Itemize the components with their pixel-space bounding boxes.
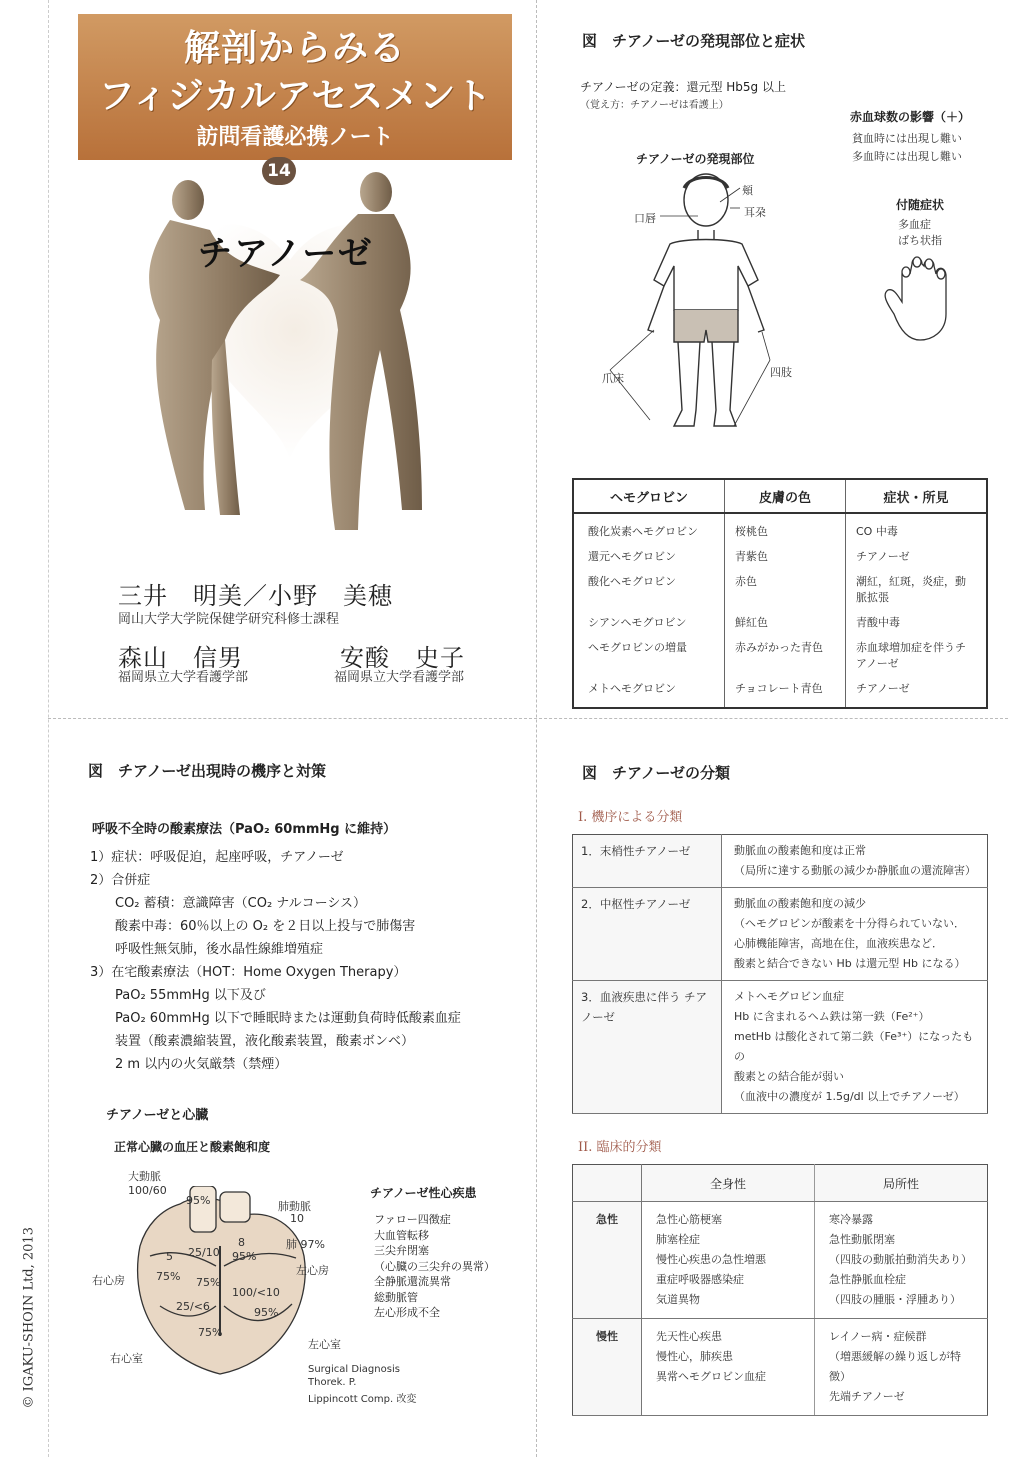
list-item: 2）合併症 — [90, 873, 151, 888]
mechanism-classification-title: I. 機序による分類 — [578, 810, 683, 825]
table-row — [573, 676, 987, 708]
class-key: 3．血液疾患に伴う チアノーゼ — [573, 981, 722, 1114]
list-item: 3）在宅酸素療法（HOT：Home Oxygen Therapy） — [90, 965, 407, 980]
body-neck — [698, 230, 714, 240]
clinical-classification-title: II. 臨床的分類 — [578, 1140, 662, 1155]
list-item: （増悪緩解の繰り返しが特徴） — [829, 1350, 961, 1383]
list-item: 肺塞栓症 — [656, 1233, 700, 1246]
rbc-effect-line1: 貧血時には出現し難い — [852, 132, 962, 145]
left-cut-line — [48, 0, 49, 1457]
rbc-effect-line2: 多血時には出現し難い — [852, 150, 962, 163]
pulmonary-vessel — [220, 1192, 250, 1222]
list-item: 2 m 以内の火気厳禁（禁煙） — [115, 1057, 288, 1072]
hb-header-findings: 症状・所見 — [846, 479, 988, 513]
source-line3: Lippincott Comp. 改変 — [308, 1394, 417, 1405]
hb-cell: チアノーゼ — [846, 676, 988, 708]
clin-header-blank — [573, 1165, 642, 1202]
horizontal-fold-line — [48, 718, 1008, 719]
hb-cell: 赤色 — [725, 569, 846, 610]
list-item: 急性心筋梗塞 — [656, 1213, 722, 1226]
hb-cell: 潮紅，紅斑，炎症，動脈拡張 — [846, 569, 988, 610]
assoc-polycythemia: 多血症 — [898, 218, 931, 231]
table-row — [573, 888, 988, 981]
label-aorta-sat: 95% — [186, 1194, 211, 1207]
clin-systemic — [642, 1319, 815, 1416]
mechanism-list — [90, 846, 461, 1076]
la-saturation: 95% — [232, 1250, 257, 1263]
rv-pressure: 25/<6 — [176, 1300, 210, 1313]
list-item: 1）症状：呼吸促迫，起座呼吸，チアノーゼ — [90, 850, 344, 865]
right-figure-head — [360, 172, 392, 212]
class-line: 酸素と結合できない Hb は還元型 Hb になる） — [734, 957, 966, 970]
site-title: 図 チアノーゼの発現部位と症状 — [582, 32, 806, 50]
table-row — [573, 981, 988, 1114]
label-pulmonary-artery: 肺動脈 — [278, 1200, 311, 1213]
copyright-text: © IGAKU-SHOIN Ltd, 2013 — [21, 1227, 37, 1409]
class-line: 動脈血の酸素飽和度の減少 — [734, 897, 866, 910]
source-line2: Thorek. P. — [308, 1377, 357, 1388]
hb-cell: シアンヘモグロビン — [588, 616, 687, 629]
table-row — [573, 1202, 988, 1319]
affiliation-yasukata: 福岡県立大学看護学部 — [334, 670, 465, 685]
class-line: metHb は酸化されて第二鉄（Fe³⁺）になったもの — [734, 1030, 974, 1063]
clin-key-chronic: 慢性 — [573, 1319, 642, 1416]
class-line: （ヘモグロビンが酸素を十分得られていない． — [734, 917, 965, 930]
class-key: 1．末梢性チアノーゼ — [573, 835, 722, 888]
rbc-effect-title: 赤血球数の影響（＋） — [850, 110, 971, 124]
aorta-vessel — [190, 1186, 216, 1232]
list-item: （四肢の腫脹・浮腫あり） — [829, 1293, 961, 1306]
clin-table-header — [573, 1165, 988, 1202]
cyanotic-heart-disease-list — [374, 1212, 495, 1321]
definition-mnemonic: （覚え方：チアノーゼは看護上） — [580, 100, 729, 111]
body-shorts — [674, 310, 738, 342]
heart-subtitle: 正常心臓の血圧と酸素飽和度 — [114, 1140, 271, 1154]
author-yasukata: 安酸 史子 — [340, 644, 465, 672]
left-figure-head — [172, 180, 204, 220]
source-line1: Surgical Diagnosis — [308, 1364, 400, 1375]
clin-key-acute: 急性 — [573, 1202, 642, 1319]
oxygen-therapy-title: 呼吸不全時の酸素療法（PaO₂ 60mmHg に維持） — [92, 822, 397, 837]
lv-pressure: 100/<10 — [232, 1286, 280, 1299]
body-diagram — [590, 170, 800, 450]
body-shirt — [654, 240, 758, 311]
label-pulmonary-bp: 10 — [290, 1212, 304, 1225]
class-line: （血液中の濃度が 1.5g/dl 以上でチアノーゼ） — [734, 1090, 965, 1103]
clin-header-systemic: 全身性 — [642, 1165, 815, 1202]
hb-cell: 酸化ヘモグロビン — [588, 575, 676, 588]
list-item: 気道異物 — [656, 1293, 700, 1306]
hemoglobin-table — [572, 478, 988, 709]
cover-subtitle: 訪問看護必携ノート — [196, 125, 394, 150]
clinical-classification-table — [572, 1164, 988, 1416]
table-row — [573, 835, 988, 888]
authors-line1: 三井 明美／小野 美穂 — [118, 582, 393, 610]
copyright-notice — [14, 1186, 37, 1416]
class-line: 酸素との結合能が弱い — [734, 1070, 844, 1083]
hb-cell: 赤みがかった青色 — [725, 635, 846, 676]
author-moriyama: 森山 信男 — [118, 644, 243, 672]
list-item: 重症呼吸器感染症 — [656, 1273, 744, 1286]
hb-cell: 還元ヘモグロビン — [588, 550, 676, 563]
list-item: 大血管転移 — [374, 1228, 429, 1242]
hand-outline — [885, 258, 946, 340]
list-item: 慢性心，肺疾患 — [656, 1350, 733, 1363]
mechanism-title: 図 チアノーゼ出現時の機序と対策 — [88, 762, 327, 780]
class-values — [722, 888, 988, 981]
hb-cell: 鮮紅色 — [725, 610, 846, 635]
assoc-clubbing: ばち状指 — [898, 234, 942, 247]
hb-cell: 赤血球増加症を伴うチアノーゼ — [846, 635, 988, 676]
body-legs — [674, 342, 736, 426]
lv-saturation: 95% — [254, 1306, 279, 1319]
class-line: 動脈血の酸素飽和度は正常 — [734, 844, 866, 857]
list-item: 呼吸性無気肺，後水晶性線維増殖症 — [115, 942, 324, 957]
label-cheek: 頬 — [742, 184, 753, 197]
classification-title: 図 チアノーゼの分類 — [582, 764, 731, 782]
rv2-saturation: 75% — [198, 1326, 223, 1339]
hb-cell: チアノーゼ — [846, 544, 988, 569]
label-ear: 耳朶 — [744, 206, 766, 219]
list-item: 異常ヘモグロビン血症 — [656, 1370, 766, 1383]
clin-local — [815, 1202, 988, 1319]
list-item: （心臓の三尖弁の異常） — [374, 1259, 495, 1273]
sites-title: チアノーゼの発現部位 — [636, 152, 755, 166]
list-item: CO₂ 蓄積：意識障害（CO₂ ナルコーシス） — [115, 896, 367, 911]
hb-header-skin-color: 皮膚の色 — [725, 479, 846, 513]
list-item: （四肢の動脈拍動消失あり） — [829, 1253, 972, 1266]
cover-title-line1: 解剖からみる — [183, 28, 406, 69]
associated-symptoms-title: 付随症状 — [896, 198, 945, 212]
list-item: 急性動脈閉塞 — [829, 1233, 895, 1246]
table-row — [573, 569, 987, 610]
label-lip: 口唇 — [634, 212, 656, 225]
list-item: 全静脈還流異常 — [374, 1275, 451, 1288]
label-left-ventricle: 左心室 — [308, 1338, 341, 1351]
hb-cell: メトヘモグロビン — [588, 682, 676, 695]
list-item: レイノー病・症候群 — [829, 1330, 927, 1343]
heart-outline — [138, 1198, 306, 1374]
label-right-ventricle: 右心室 — [110, 1352, 143, 1365]
ra-pressure: 5 — [166, 1250, 173, 1263]
hb-cell: ヘモグロビンの増量 — [588, 641, 687, 654]
class-line: 心肺機能障害，高地在住，血液疾患など． — [734, 937, 943, 950]
label-aorta-bp: 100/60 — [128, 1184, 167, 1197]
label-lung-sat: 肺 97% — [286, 1238, 325, 1251]
list-item: 先端チアノーゼ — [829, 1390, 905, 1403]
label-limbs: 四肢 — [770, 366, 792, 379]
class-values — [722, 981, 988, 1114]
class-line: （局所に達する動脈の減少か静脈血の還流障害） — [734, 864, 976, 877]
affiliation-moriyama: 福岡県立大学看護学部 — [118, 670, 249, 685]
hb-table-header — [573, 479, 987, 513]
pa-pressure: 25/10 — [188, 1246, 220, 1259]
list-item: 総動脈管 — [374, 1290, 418, 1304]
table-row — [573, 544, 987, 569]
list-item: PaO₂ 60mmHg 以下で睡眠時または運動負荷時低酸素血症 — [115, 1011, 461, 1026]
list-item: 酸素中毒：60％以上の O₂ を２日以上投与で肺傷害 — [115, 919, 416, 934]
clin-local — [815, 1319, 988, 1416]
label-aorta: 大動脈 — [128, 1170, 161, 1183]
rv-saturation: 75% — [196, 1276, 221, 1289]
hand-illustration — [876, 254, 966, 344]
table-row — [573, 610, 987, 635]
list-item: 先天性心疾患 — [656, 1330, 722, 1343]
class-key: 2．中枢性チアノーゼ — [573, 888, 722, 981]
hb-header-hemoglobin: ヘモグロビン — [573, 479, 725, 513]
list-item: 寒冷暴露 — [829, 1213, 873, 1226]
volume-badge: 14 — [262, 157, 296, 185]
clin-header-local: 局所性 — [815, 1165, 988, 1202]
hb-cell: CO 中毒 — [846, 513, 988, 544]
hb-cell: 青酸中毒 — [846, 610, 988, 635]
cyanotic-heart-disease-title: チアノーゼ性心疾患 — [370, 1186, 477, 1200]
list-item: 三尖弁閉塞 — [374, 1244, 429, 1257]
list-item: 慢性心疾患の急性増悪 — [656, 1253, 766, 1266]
label-left-atrium: 左心房 — [296, 1264, 329, 1277]
list-item: 急性静脈血栓症 — [829, 1273, 906, 1286]
mechanism-classification-table — [572, 834, 988, 1114]
affiliation-line1: 岡山大学大学院保健学研究科修士課程 — [118, 612, 340, 627]
vertical-fold-line — [536, 0, 537, 1457]
hb-cell: 桜桃色 — [725, 513, 846, 544]
list-item: PaO₂ 55mmHg 以下及び — [115, 988, 266, 1003]
table-row — [573, 635, 987, 676]
label-right-atrium: 右心房 — [92, 1274, 125, 1287]
cover-topic: チアノーゼ — [198, 234, 374, 274]
hb-cell: 青紫色 — [725, 544, 846, 569]
cyanosis-definition: チアノーゼの定義：還元型 Hb5g 以上 — [580, 80, 786, 94]
list-item: 左心形成不全 — [374, 1306, 440, 1319]
ra-saturation: 75% — [156, 1270, 181, 1283]
hb-cell: チョコレート青色 — [725, 676, 846, 708]
class-line: メトヘモグロビン血症 — [734, 990, 844, 1003]
list-item: ファロー四徴症 — [374, 1213, 451, 1226]
cover-title-line2: フィジカルアセスメント — [98, 76, 492, 117]
label-nail: 爪床 — [602, 372, 624, 385]
table-row — [573, 1319, 988, 1416]
hb-cell: 酸化炭素ヘモグロビン — [588, 525, 698, 538]
heart-section-title: チアノーゼと心臓 — [106, 1108, 209, 1123]
table-row — [573, 513, 987, 544]
class-values — [722, 835, 988, 888]
clin-systemic — [642, 1202, 815, 1319]
la-pressure: 8 — [238, 1236, 245, 1249]
class-line: Hb に含まれるヘム鉄は第一鉄（Fe²⁺） — [734, 1010, 930, 1023]
list-item: 装置（酸素濃縮装置，液化酸素装置，酸素ボンベ） — [115, 1034, 415, 1049]
